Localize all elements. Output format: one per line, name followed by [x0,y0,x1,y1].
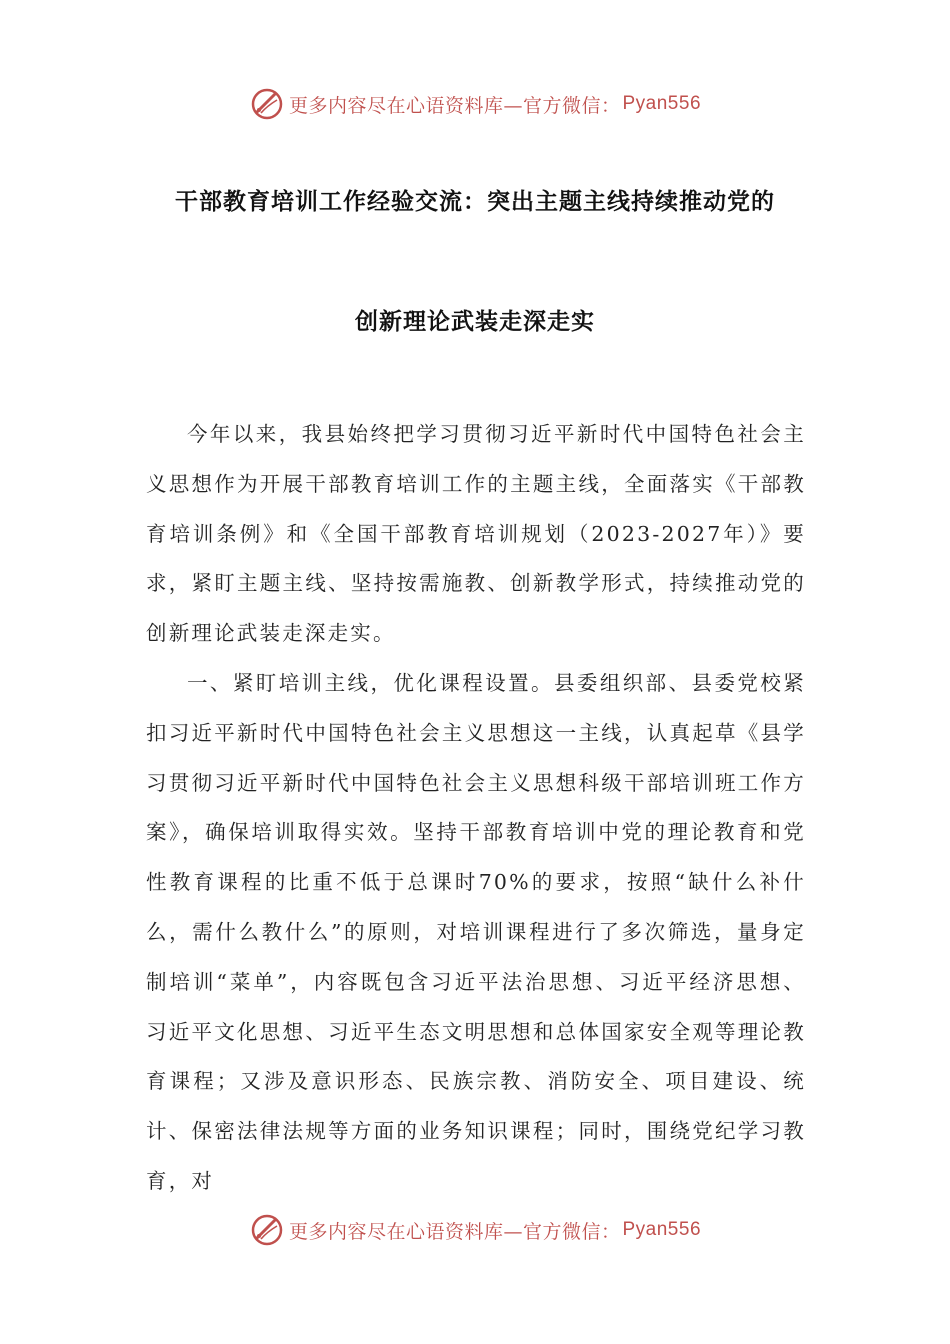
watermark-header [0,84,950,124]
watermark-handle: Pyan556 [622,93,702,114]
paragraph-intro: 今年以来，我县始终把学习贯彻习近平新时代中国特色社会主义思想作为开展干部教育培训工作的主题主线，全面落实《干部教育培训条例》和《全国干部教育培训规划（2023-2027年）》要求，紧盯主题主线、坚持按需施教、创新教学形式，持续推动党的创新理论武装走深走实。 [146,422,806,646]
watermark-text: 更多内容尽在心语资料库—官方微信： [288,94,621,117]
document-body [146,410,806,1207]
watermark-footer [0,1210,950,1250]
document-title-line2: 创新理论武装走深走实 [355,309,595,335]
pen-logo-icon [249,86,285,122]
watermark-text: 更多内容尽在心语资料库—官方微信： [288,1220,621,1243]
document-title-line1: 干部教育培训工作经验交流：突出主题主线持续推动党的 [175,189,775,215]
watermark-handle: Pyan556 [622,1219,702,1240]
paragraph-section-one: 一、紧盯培训主线，优化课程设置。县委组织部、县委党校紧扣习近平新时代中国特色社会主义思想这一主线，认真起草《县学习贯彻习近平新时代中国特色社会主义思想科级干部培训班工作方案》，确保培训取得实效。坚持干部教育培训中党的理论教育和党性教育课程的比重不低于总课时70%的要求，按照“缺什么补什么，需什么教什么”的原则，对培训课程进行了多次筛选，量身定制培训“菜单”，内容既包含习近平法治思想、习近平经济思想、习近平文化思想、习近平生态文明思想和总体国家安全观等理论教育课程；又涉及意识形态、民族宗教、消防安全、项目建设、统计、保密法律法规等方面的业务知识课程；同时，围绕党纪学习教育，对 [146,670,806,1193]
pen-logo-icon [249,1212,285,1248]
